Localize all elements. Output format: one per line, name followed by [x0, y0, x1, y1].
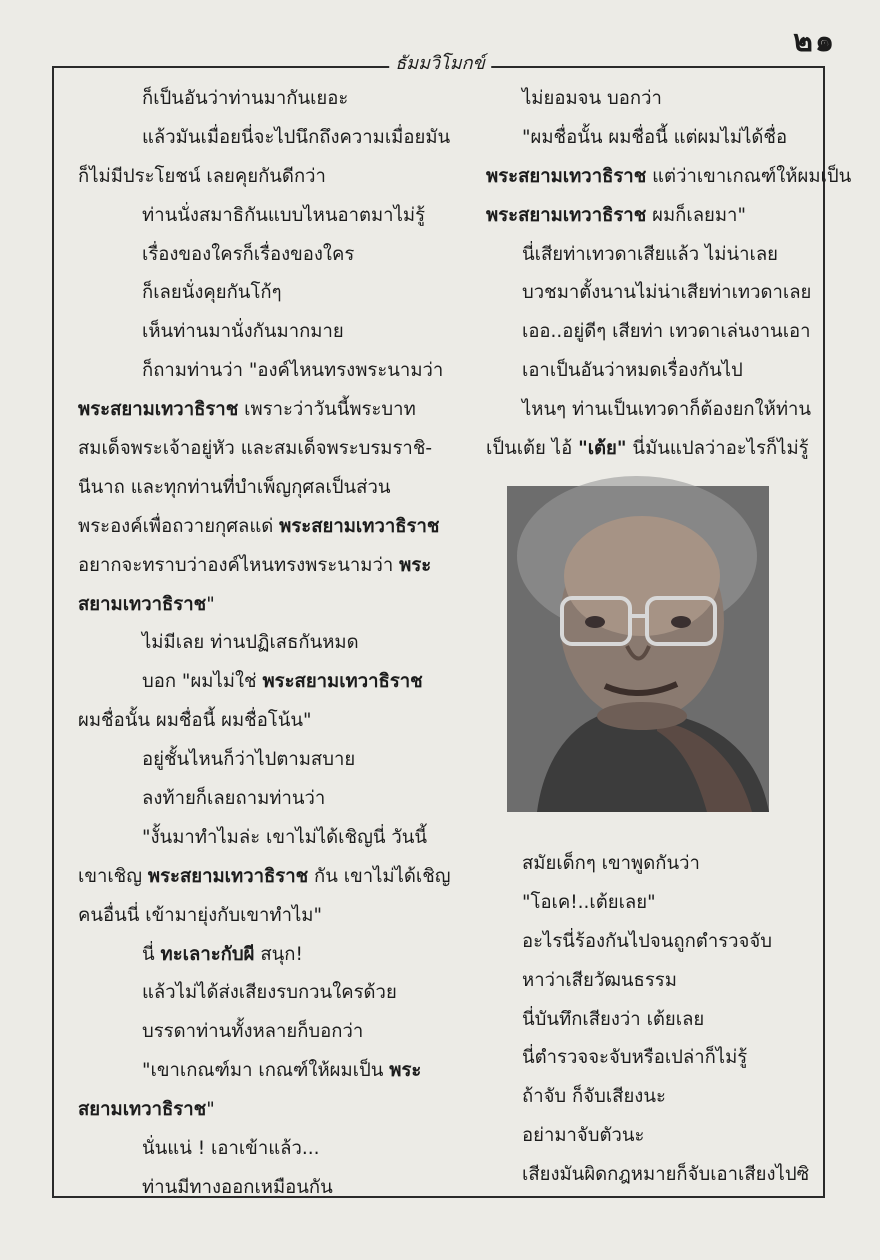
text-span: นี่มันแปลว่าอะไรก็ไม่รู้: [626, 438, 809, 460]
text-line: [78, 352, 444, 391]
bold-text-span: พระสยามเทวาธิราช: [78, 399, 239, 421]
text-span: เสียงมันผิดกฎหมายก็จับเอาเสียงไปซิ: [522, 1164, 810, 1186]
text-span: นี่ตำรวจจะจับหรือเปล่าก็ไม่รู้: [522, 1047, 748, 1069]
text-span: นี่: [142, 943, 161, 965]
text-span: กัน เขาไม่ได้เชิญ: [308, 865, 451, 887]
text-line: [486, 845, 816, 884]
text-span: ท่านนั่งสมาธิกันแบบไหนอาตมาไม่รู้: [142, 204, 426, 226]
text-line: [78, 936, 434, 975]
text-line: [486, 274, 816, 313]
bold-text-span: พระ: [399, 554, 432, 576]
text-span: นี่เสียท่าเทวดาเสียแล้ว ไม่น่าเลย: [522, 243, 779, 265]
text-span: เขาเชิญ: [78, 865, 148, 887]
text-line: [78, 1091, 434, 1130]
text-span: "งั้นมาทำไมล่ะ เขาไม่ได้เชิญนี่ วันนี้: [142, 826, 428, 848]
text-line: [486, 923, 816, 962]
text-line: [78, 430, 434, 469]
text-line: [486, 1078, 816, 1117]
bold-text-span: สยามเทวาธิราช: [78, 1099, 207, 1121]
text-span: บรรดาท่านทั้งหลายก็บอกว่า: [142, 1021, 364, 1043]
text-span: นั่นแน่ ! เอาเข้าแล้ว...: [142, 1138, 320, 1160]
text-span: นีนาถ และทุกท่านที่บำเพ็ญกุศลเป็นส่วน: [78, 476, 391, 498]
text-span: สมเด็จพระเจ้าอยู่หัว และสมเด็จพระบรมราชิ-: [78, 438, 433, 460]
text-line: [486, 197, 816, 236]
bold-text-span: "เต้ย": [578, 438, 627, 460]
text-line: [78, 974, 434, 1013]
text-span: เออ..อยู่ดีๆ เสียท่า เทวดาเล่นงานเอา: [522, 321, 811, 343]
text-line: [78, 1130, 434, 1169]
text-span: ลงท้ายก็เลยถามท่านว่า: [142, 788, 326, 810]
text-line: [486, 391, 816, 430]
text-line: [78, 547, 434, 586]
text-span: "ผมชื่อนั้น ผมชื่อนี้ แต่ผมไม่ได้ชื่อ: [522, 126, 788, 148]
text-line: [486, 1117, 816, 1156]
text-span: แล้วไม่ได้ส่งเสียงรบกวนใครด้วย: [142, 982, 397, 1004]
bold-text-span: พระสยามเทวาธิราช: [279, 515, 440, 537]
text-line: [78, 663, 434, 702]
bold-text-span: ทะเลาะกับผี: [160, 943, 255, 965]
bold-text-span: พระสยามเทวาธิราช: [486, 165, 647, 187]
right-column-bottom: [486, 845, 816, 1195]
text-span: สนุก!: [254, 943, 303, 965]
text-line: [78, 1169, 434, 1208]
text-line: [78, 313, 434, 352]
text-span: ก็ถามท่านว่า "องค์ไหนทรงพระนามว่า: [142, 360, 444, 382]
text-line: [78, 819, 434, 858]
text-line: [78, 741, 434, 780]
text-line: [78, 469, 434, 508]
text-span: ไม่ยอมจน บอกว่า: [522, 88, 662, 109]
text-line: [486, 119, 816, 158]
text-line: [486, 80, 816, 119]
text-span: นี่บันทึกเสียงว่า เต้ยเลย: [522, 1008, 705, 1030]
text-line: [78, 702, 434, 741]
text-line: [78, 197, 434, 236]
text-span: บวชมาตั้งนานไม่น่าเสียท่าเทวดาเลย: [522, 282, 812, 304]
text-line: [486, 1039, 816, 1078]
text-span: บอก "ผมไม่ใช่: [142, 671, 263, 693]
text-line: [78, 1052, 434, 1091]
text-span: เห็นท่านมานั่งกันมากมาย: [142, 321, 344, 343]
text-span: "โอเค!..เต้ยเลย": [522, 891, 656, 913]
page-number: ๒๑: [793, 24, 836, 59]
text-span: ": [206, 593, 215, 615]
text-span: ผมชื่อนั้น ผมชื่อนี้ ผมชื่อโน้น": [78, 710, 312, 732]
running-header-title: ธัมมวิโมกข์: [389, 48, 491, 77]
text-span: แต่ว่าเขาเกณฑ์ให้ผมเป็น: [646, 165, 852, 187]
text-line: [78, 274, 434, 313]
text-span: เอาเป็นอันว่าหมดเรื่องกันไป: [522, 360, 743, 382]
text-line: [78, 236, 434, 275]
text-line: [486, 236, 816, 275]
left-column: [78, 80, 451, 1208]
text-line: [78, 391, 434, 430]
monk-portrait-photo: [507, 486, 769, 812]
text-span: หาว่าเสียวัฒนธรรม: [522, 969, 677, 991]
monk-portrait-illustration: [507, 486, 769, 812]
text-line: [486, 158, 852, 197]
text-span: ก็เลยนั่งคุยกันโก้ๆ: [142, 282, 282, 304]
text-line: [486, 884, 816, 923]
text-span: อยู่ชั้นไหนก็ว่าไปตามสบาย: [142, 749, 356, 771]
bold-text-span: พระ: [389, 1060, 422, 1082]
text-line: [78, 119, 451, 158]
text-line: [486, 962, 816, 1001]
text-span: ก็ไม่มีประโยชน์ เลยคุยกันดีกว่า: [78, 165, 326, 187]
bold-text-span: พระสยามเทวาธิราช: [262, 671, 423, 693]
text-line: [486, 1001, 816, 1040]
text-line: [78, 780, 434, 819]
text-span: "เขาเกณฑ์มา เกณฑ์ให้ผมเป็น: [142, 1060, 390, 1082]
text-line: [486, 430, 816, 469]
text-span: ไม่มีเลย ท่านปฏิเสธกันหมด: [142, 632, 359, 654]
bold-text-span: พระสยามเทวาธิราช: [147, 865, 309, 887]
text-span: คนอื่นนี่ เข้ามายุ่งกับเขาทำไม": [78, 904, 323, 926]
text-line: [78, 1013, 434, 1052]
bold-text-span: สยามเทวาธิราช: [78, 593, 207, 615]
text-span: ไหนๆ ท่านเป็นเทวดาก็ต้องยกให้ท่าน: [522, 399, 812, 421]
text-line: [78, 624, 434, 663]
right-column-top: [486, 80, 852, 469]
text-span: เป็นเต้ย ไอ้: [486, 438, 579, 460]
text-span: เรื่องของใครก็เรื่องของใคร: [142, 243, 355, 265]
text-span: แล้วมันเมื่อยนี่จะไปนึกถึงความเมื่อยมัน: [142, 126, 451, 148]
bold-text-span: พระสยามเทวาธิราช: [486, 204, 647, 226]
text-line: [486, 313, 816, 352]
text-span: ท่านมีทางออกเหมือนกัน: [142, 1176, 333, 1198]
text-span: เพราะว่าวันนี้พระบาท: [238, 399, 416, 421]
text-line: [78, 897, 434, 936]
text-span: ผมก็เลยมา": [646, 204, 746, 226]
text-line: [78, 80, 434, 119]
text-line: [78, 158, 434, 197]
text-span: อะไรนี่ร้องกันไปจนถูกตำรวจจับ: [522, 930, 772, 952]
text-line: [486, 1156, 816, 1195]
text-span: อยากจะทราบว่าองค์ไหนทรงพระนามว่า: [78, 554, 400, 576]
text-span: สมัยเด็กๆ เขาพูดกันว่า: [522, 853, 700, 874]
text-span: ก็เป็นอันว่าท่านมากันเยอะ: [142, 88, 349, 109]
text-span: พระองค์เพื่อถวายกุศลแด่: [78, 515, 280, 537]
text-span: ": [206, 1099, 215, 1121]
text-line: [78, 586, 434, 625]
text-line: [486, 352, 816, 391]
text-span: ถ้าจับ ก็จับเสียงนะ: [522, 1086, 666, 1108]
text-line: [78, 858, 451, 897]
text-line: [78, 508, 440, 547]
text-span: อย่ามาจับตัวนะ: [522, 1125, 645, 1147]
